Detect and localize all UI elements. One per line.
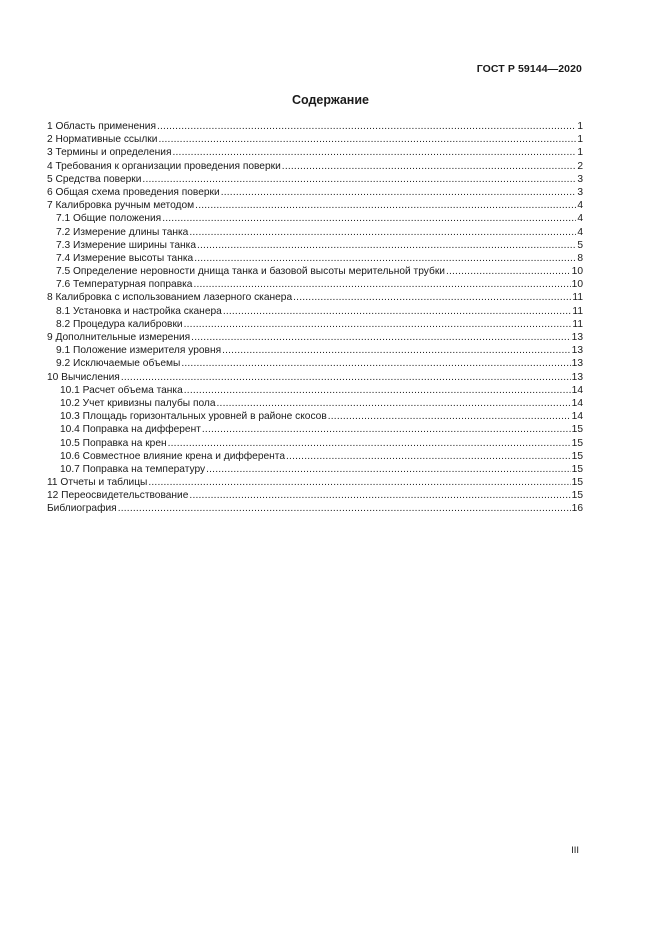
toc-entry-page: 15	[571, 450, 583, 462]
toc-entry[interactable]	[47, 476, 583, 489]
toc-entry[interactable]	[47, 371, 583, 384]
toc-entry[interactable]	[47, 384, 583, 397]
dot-leader	[217, 397, 571, 410]
dot-leader	[118, 502, 571, 515]
dot-leader	[158, 133, 576, 146]
toc-entry[interactable]	[47, 437, 583, 450]
toc-entry[interactable]	[47, 146, 583, 159]
toc-entry-label: 4 Требования к организации проведения поверки	[47, 160, 281, 172]
toc-entry-page: 5	[577, 239, 583, 251]
toc-entry[interactable]	[47, 344, 583, 357]
toc-entry[interactable]	[47, 357, 583, 370]
toc-title: Содержание	[291, 93, 369, 107]
toc-entry[interactable]	[47, 120, 583, 133]
toc-entry-page: 15	[571, 477, 583, 489]
toc-entry-page: 14	[571, 411, 583, 423]
toc-entry-label: 7.1 Общие положения	[56, 213, 162, 225]
toc-entry-label: 10.3 Площадь горизонтальных уровней в районе скосов	[60, 411, 327, 423]
dot-leader	[184, 318, 572, 331]
table-of-contents	[47, 120, 583, 516]
toc-entry-label: 8.1 Установка и настройка сканера	[56, 305, 222, 317]
toc-entry-page: 13	[571, 345, 583, 357]
toc-entry[interactable]	[47, 212, 583, 225]
dot-leader	[195, 199, 576, 212]
dot-leader	[181, 357, 570, 370]
toc-entry[interactable]	[47, 463, 583, 476]
toc-entry-label: 9.1 Положение измерителя уровня	[56, 345, 222, 357]
toc-entry-page: 14	[571, 384, 583, 396]
dot-leader	[222, 344, 571, 357]
dot-leader	[168, 437, 571, 450]
dot-leader	[162, 212, 576, 225]
toc-entry-page: 16	[571, 503, 583, 515]
toc-entry[interactable]	[47, 331, 583, 344]
toc-entry-page: 10	[571, 266, 583, 278]
toc-entry[interactable]	[47, 226, 583, 239]
toc-entry-label: 10.1 Расчет объема танка	[60, 384, 183, 396]
toc-entry-page: 11	[572, 318, 583, 330]
toc-entry-page: 1	[577, 147, 583, 159]
dot-leader	[293, 291, 571, 304]
dot-leader	[194, 252, 576, 265]
dot-leader	[148, 476, 570, 489]
dot-leader	[206, 463, 571, 476]
toc-entry-label: 7.2 Измерение длины танка	[56, 226, 189, 238]
toc-entry-label: 12 Переосвидетельствование	[47, 490, 189, 502]
dot-leader	[142, 173, 576, 186]
toc-entry-label: 11 Отчеты и таблицы	[47, 477, 148, 489]
toc-entry[interactable]	[47, 397, 583, 410]
toc-entry[interactable]	[47, 252, 583, 265]
dot-leader	[328, 410, 571, 423]
toc-entry[interactable]	[47, 423, 583, 436]
dot-leader	[121, 371, 571, 384]
toc-entry-page: 15	[571, 424, 583, 436]
toc-entry-label: 9.2 Исключаемые объемы	[56, 358, 181, 370]
toc-entry[interactable]	[47, 410, 583, 423]
dot-leader	[172, 146, 576, 159]
toc-entry-label: 1 Область применения	[47, 121, 156, 132]
toc-entry-page: 8	[577, 252, 583, 264]
toc-entry[interactable]	[47, 160, 583, 173]
toc-entry[interactable]	[47, 173, 583, 186]
toc-entry-page: 13	[571, 358, 583, 370]
toc-entry-label: 10.6 Совместное влияние крена и дифферента	[60, 450, 286, 462]
toc-entry-label: 5 Средства поверки	[47, 173, 142, 185]
dot-leader	[223, 305, 572, 318]
toc-entry-page: 3	[577, 186, 583, 198]
toc-entry-page: 1	[577, 121, 583, 132]
toc-entry[interactable]	[47, 291, 583, 304]
toc-entry-label: 8 Калибровка с использованием лазерного сканера	[47, 292, 293, 304]
toc-entry-label: 10 Вычисления	[47, 371, 120, 383]
toc-entry-page: 1	[577, 134, 583, 146]
toc-entry-label: 9 Дополнительные измерения	[47, 332, 191, 343]
toc-entry-label: 7.5 Определение неровности днища танка и базовой высоты мерительной трубки	[56, 266, 445, 278]
dot-leader	[184, 384, 571, 397]
document-code: ГОСТ Р 59144—2020	[476, 63, 582, 75]
toc-entry-label: 10.4 Поправка на дифферент	[60, 424, 201, 436]
dot-leader	[189, 226, 576, 239]
dot-leader	[189, 489, 570, 502]
toc-entry-page: 11	[572, 292, 583, 304]
toc-entry[interactable]	[47, 199, 583, 212]
toc-entry-page: 4	[577, 200, 583, 212]
toc-entry-label: 7.3 Измерение ширины танка	[56, 239, 196, 251]
toc-entry[interactable]	[47, 450, 583, 463]
toc-entry-label: 10.7 Поправка на температуру	[60, 463, 206, 475]
dot-leader	[286, 450, 571, 463]
toc-entry[interactable]	[47, 318, 583, 331]
page-number: III	[571, 845, 579, 856]
dot-leader	[221, 186, 577, 199]
toc-entry-page: 15	[571, 463, 583, 475]
dot-leader	[191, 331, 570, 344]
toc-entry-page: 14	[571, 397, 583, 409]
toc-entry-page: 4	[577, 213, 583, 225]
dot-leader	[157, 120, 576, 133]
toc-entry[interactable]	[47, 133, 583, 146]
toc-entry[interactable]	[47, 305, 583, 318]
dot-leader	[202, 423, 571, 436]
toc-entry-page: 11	[572, 305, 583, 317]
dot-leader	[282, 160, 577, 173]
toc-entry-label: 8.2 Процедура калибровки	[56, 318, 183, 330]
toc-entry[interactable]	[47, 278, 583, 291]
toc-entry-page: 13	[571, 332, 583, 343]
toc-entry-label: 3 Термины и определения	[47, 147, 172, 159]
toc-entry-page: 10	[571, 279, 583, 291]
toc-entry-page: 2	[577, 160, 583, 172]
toc-entry-label: 10.2 Учет кривизны палубы пола	[60, 397, 216, 409]
toc-entry-label: 7.4 Измерение высоты танка	[56, 252, 194, 264]
toc-entry-page: 4	[577, 226, 583, 238]
toc-entry-label: 10.5 Поправка на крен	[60, 437, 167, 449]
toc-entry[interactable]	[47, 239, 583, 252]
toc-entry-label: 7.6 Температурная поправка	[56, 279, 193, 291]
toc-entry-page: 13	[571, 371, 583, 383]
toc-entry[interactable]	[47, 265, 583, 278]
toc-entry-page: 15	[571, 490, 583, 502]
toc-entry[interactable]	[47, 186, 583, 199]
toc-entry-page: 3	[577, 173, 583, 185]
toc-entry[interactable]	[47, 489, 583, 502]
toc-entry-label: 2 Нормативные ссылки	[47, 134, 158, 146]
dot-leader	[193, 278, 570, 291]
toc-entry-label: 6 Общая схема проведения поверки	[47, 186, 220, 198]
dot-leader	[197, 239, 576, 252]
dot-leader	[446, 265, 571, 278]
toc-entry[interactable]	[47, 502, 583, 515]
toc-entry-page: 15	[571, 437, 583, 449]
toc-entry-label: Библиография	[47, 503, 117, 515]
toc-entry-label: 7 Калибровка ручным методом	[47, 200, 195, 212]
